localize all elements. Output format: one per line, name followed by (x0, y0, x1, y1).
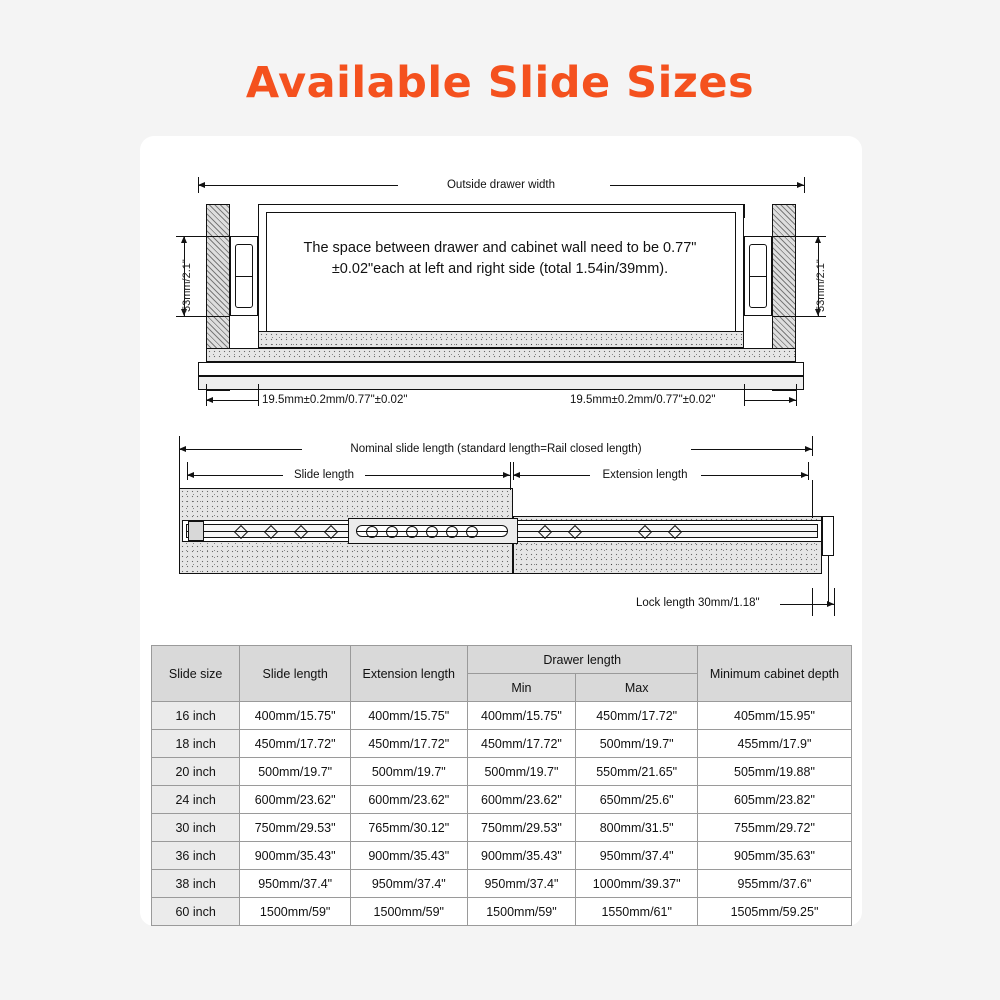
lock-dim-tick-right (834, 588, 835, 616)
extension-line-right (701, 475, 808, 476)
bearing-dot (386, 526, 398, 538)
cell-min-depth: 605mm/23.82" (697, 786, 851, 814)
inside-dim-right-tick (744, 204, 745, 218)
outside-dim-right-tick (804, 177, 805, 193)
cell-extension-length: 900mm/35.43" (351, 842, 467, 870)
table-body (152, 702, 852, 926)
cell-drawer-max: 450mm/17.72" (576, 702, 698, 730)
extension-tick-right (808, 462, 809, 480)
th-drawer-min: Min (467, 674, 576, 702)
cell-drawer-min: 1500mm/59" (467, 898, 576, 926)
nominal-line-right (691, 449, 812, 450)
slide-rail-left-center (235, 276, 253, 277)
cell-size: 36 inch (152, 842, 240, 870)
gap-right-tick-b (796, 384, 797, 406)
cell-drawer-min: 600mm/23.62" (467, 786, 576, 814)
cell-size: 30 inch (152, 814, 240, 842)
left-height-label: 53mm/2.1" (181, 259, 193, 312)
cell-extension-length: 450mm/17.72" (351, 730, 467, 758)
cabinet-base-panel (206, 348, 796, 362)
cell-drawer-min: 450mm/17.72" (467, 730, 576, 758)
right-height-tick-bottom (772, 316, 826, 317)
outside-dim-arrow-right (797, 182, 804, 188)
gap-right-arrow (789, 397, 796, 403)
th-slide-length: Slide length (240, 646, 351, 702)
cell-slide-length: 600mm/23.62" (240, 786, 351, 814)
cell-slide-length: 400mm/15.75" (240, 702, 351, 730)
extension-length-label: Extension length (602, 469, 688, 481)
outside-dim-line-left (198, 185, 398, 186)
cell-slide-length: 450mm/17.72" (240, 730, 351, 758)
slide-arrow-right (503, 472, 510, 478)
cell-extension-length: 400mm/15.75" (351, 702, 467, 730)
table-header-row-1 (152, 646, 852, 674)
left-height-arrow-up (181, 236, 187, 243)
cell-min-depth: 405mm/15.95" (697, 702, 851, 730)
th-min-cabinet-depth: Minimum cabinet depth (697, 646, 851, 702)
cell-min-depth: 1505mm/59.25" (697, 898, 851, 926)
nominal-arrow-right (805, 446, 812, 452)
slide-arrow-left (187, 472, 194, 478)
cabinet-frame-bottom (198, 362, 804, 376)
cell-drawer-min: 900mm/35.43" (467, 842, 576, 870)
cell-slide-length: 1500mm/59" (240, 898, 351, 926)
nominal-line-left (179, 449, 302, 450)
clearance-note: The space between drawer and cabinet wall need to be 0.77" ±0.02"each at left and right side (total 1.54in/39mm). (303, 240, 697, 277)
cell-size: 38 inch (152, 870, 240, 898)
nominal-tick-right (812, 436, 813, 456)
cell-extension-length: 1500mm/59" (351, 898, 467, 926)
cell-min-depth: 755mm/29.72" (697, 814, 851, 842)
th-slide-size: Slide size (152, 646, 240, 702)
cell-drawer-max: 1550mm/61" (576, 898, 698, 926)
bearing-dot (406, 526, 418, 538)
slide-line-right (365, 475, 510, 476)
lock-dim-tick-left (812, 588, 813, 616)
outside-dim-arrow-left (198, 182, 205, 188)
cell-extension-length: 765mm/30.12" (351, 814, 467, 842)
cabinet-frame-bottom-2 (198, 376, 804, 390)
bearing-dot (426, 526, 438, 538)
slide-rail-right-center (749, 276, 767, 277)
right-height-arrow-up (815, 236, 821, 243)
outside-dim-line-right (610, 185, 804, 186)
cell-size: 18 inch (152, 730, 240, 758)
cell-extension-length: 950mm/37.4" (351, 870, 467, 898)
rail-end-bracket (188, 521, 204, 541)
page-title: Available Slide Sizes (245, 58, 755, 108)
th-drawer-max: Max (576, 674, 698, 702)
cell-drawer-min: 400mm/15.75" (467, 702, 576, 730)
gap-right-label: 19.5mm±0.2mm/0.77"±0.02" (570, 394, 716, 406)
cell-size: 16 inch (152, 702, 240, 730)
cell-slide-length: 500mm/19.7" (240, 758, 351, 786)
cell-drawer-max: 1000mm/39.37" (576, 870, 698, 898)
cell-drawer-min: 950mm/37.4" (467, 870, 576, 898)
cell-size: 20 inch (152, 758, 240, 786)
slide-length-label: Slide length (293, 469, 355, 481)
connector-right-1 (812, 480, 813, 518)
drawer-bottom-panel (258, 331, 744, 348)
table-head (152, 646, 852, 702)
gap-left-arrow (206, 397, 213, 403)
extension-line-left (513, 475, 590, 476)
table-row (152, 814, 852, 842)
nominal-arrow-left (179, 446, 186, 452)
right-height-label: 53mm/2.1" (815, 259, 827, 312)
gap-left-label: 19.5mm±0.2mm/0.77"±0.02" (262, 394, 408, 406)
cell-drawer-max: 500mm/19.7" (576, 730, 698, 758)
slide-tick-right (510, 462, 511, 480)
bearing-dot (366, 526, 378, 538)
cell-size: 60 inch (152, 898, 240, 926)
slide-size-table (151, 645, 852, 926)
connector-mid (510, 480, 511, 490)
table-row (152, 702, 852, 730)
cell-min-depth: 505mm/19.88" (697, 758, 851, 786)
lock-length-label: Lock length 30mm/1.18" (636, 597, 760, 609)
gap-left-tick-b (258, 384, 259, 406)
lock-dim-line (780, 604, 834, 605)
cell-extension-length: 600mm/23.62" (351, 786, 467, 814)
cell-drawer-max: 950mm/37.4" (576, 842, 698, 870)
cell-min-depth: 955mm/37.6" (697, 870, 851, 898)
cell-extension-length: 500mm/19.7" (351, 758, 467, 786)
bearing-dot (466, 526, 478, 538)
table-row (152, 758, 852, 786)
cell-drawer-min: 500mm/19.7" (467, 758, 576, 786)
cell-drawer-max: 650mm/25.6" (576, 786, 698, 814)
slide-line-left (187, 475, 283, 476)
table-row (152, 842, 852, 870)
cell-slide-length: 750mm/29.53" (240, 814, 351, 842)
extension-arrow-left (513, 472, 520, 478)
connector-left-1 (179, 456, 180, 488)
cell-slide-length: 900mm/35.43" (240, 842, 351, 870)
nominal-slide-length-label: Nominal slide length (standard length=Rail closed length) (350, 443, 642, 455)
table-row (152, 898, 852, 926)
gap-right-tick-a (744, 384, 745, 406)
table-row (152, 730, 852, 758)
th-drawer-length: Drawer length (467, 646, 697, 674)
bearing-dot (446, 526, 458, 538)
gap-left-dim-line (206, 400, 258, 401)
th-extension-length: Extension length (351, 646, 467, 702)
lock-leader-line (828, 556, 829, 606)
lock-dim-arrow (827, 601, 834, 607)
cell-min-depth: 905mm/35.63" (697, 842, 851, 870)
cell-drawer-min: 750mm/29.53" (467, 814, 576, 842)
lock-tab (822, 516, 834, 556)
outside-drawer-width-label: Outside drawer width (446, 179, 556, 191)
extension-arrow-right (801, 472, 808, 478)
left-height-tick-bottom (176, 316, 230, 317)
cell-drawer-max: 550mm/21.65" (576, 758, 698, 786)
cell-size: 24 inch (152, 786, 240, 814)
table-row (152, 786, 852, 814)
cell-drawer-max: 800mm/31.5" (576, 814, 698, 842)
cell-slide-length: 950mm/37.4" (240, 870, 351, 898)
cell-min-depth: 455mm/17.9" (697, 730, 851, 758)
table-row (152, 870, 852, 898)
